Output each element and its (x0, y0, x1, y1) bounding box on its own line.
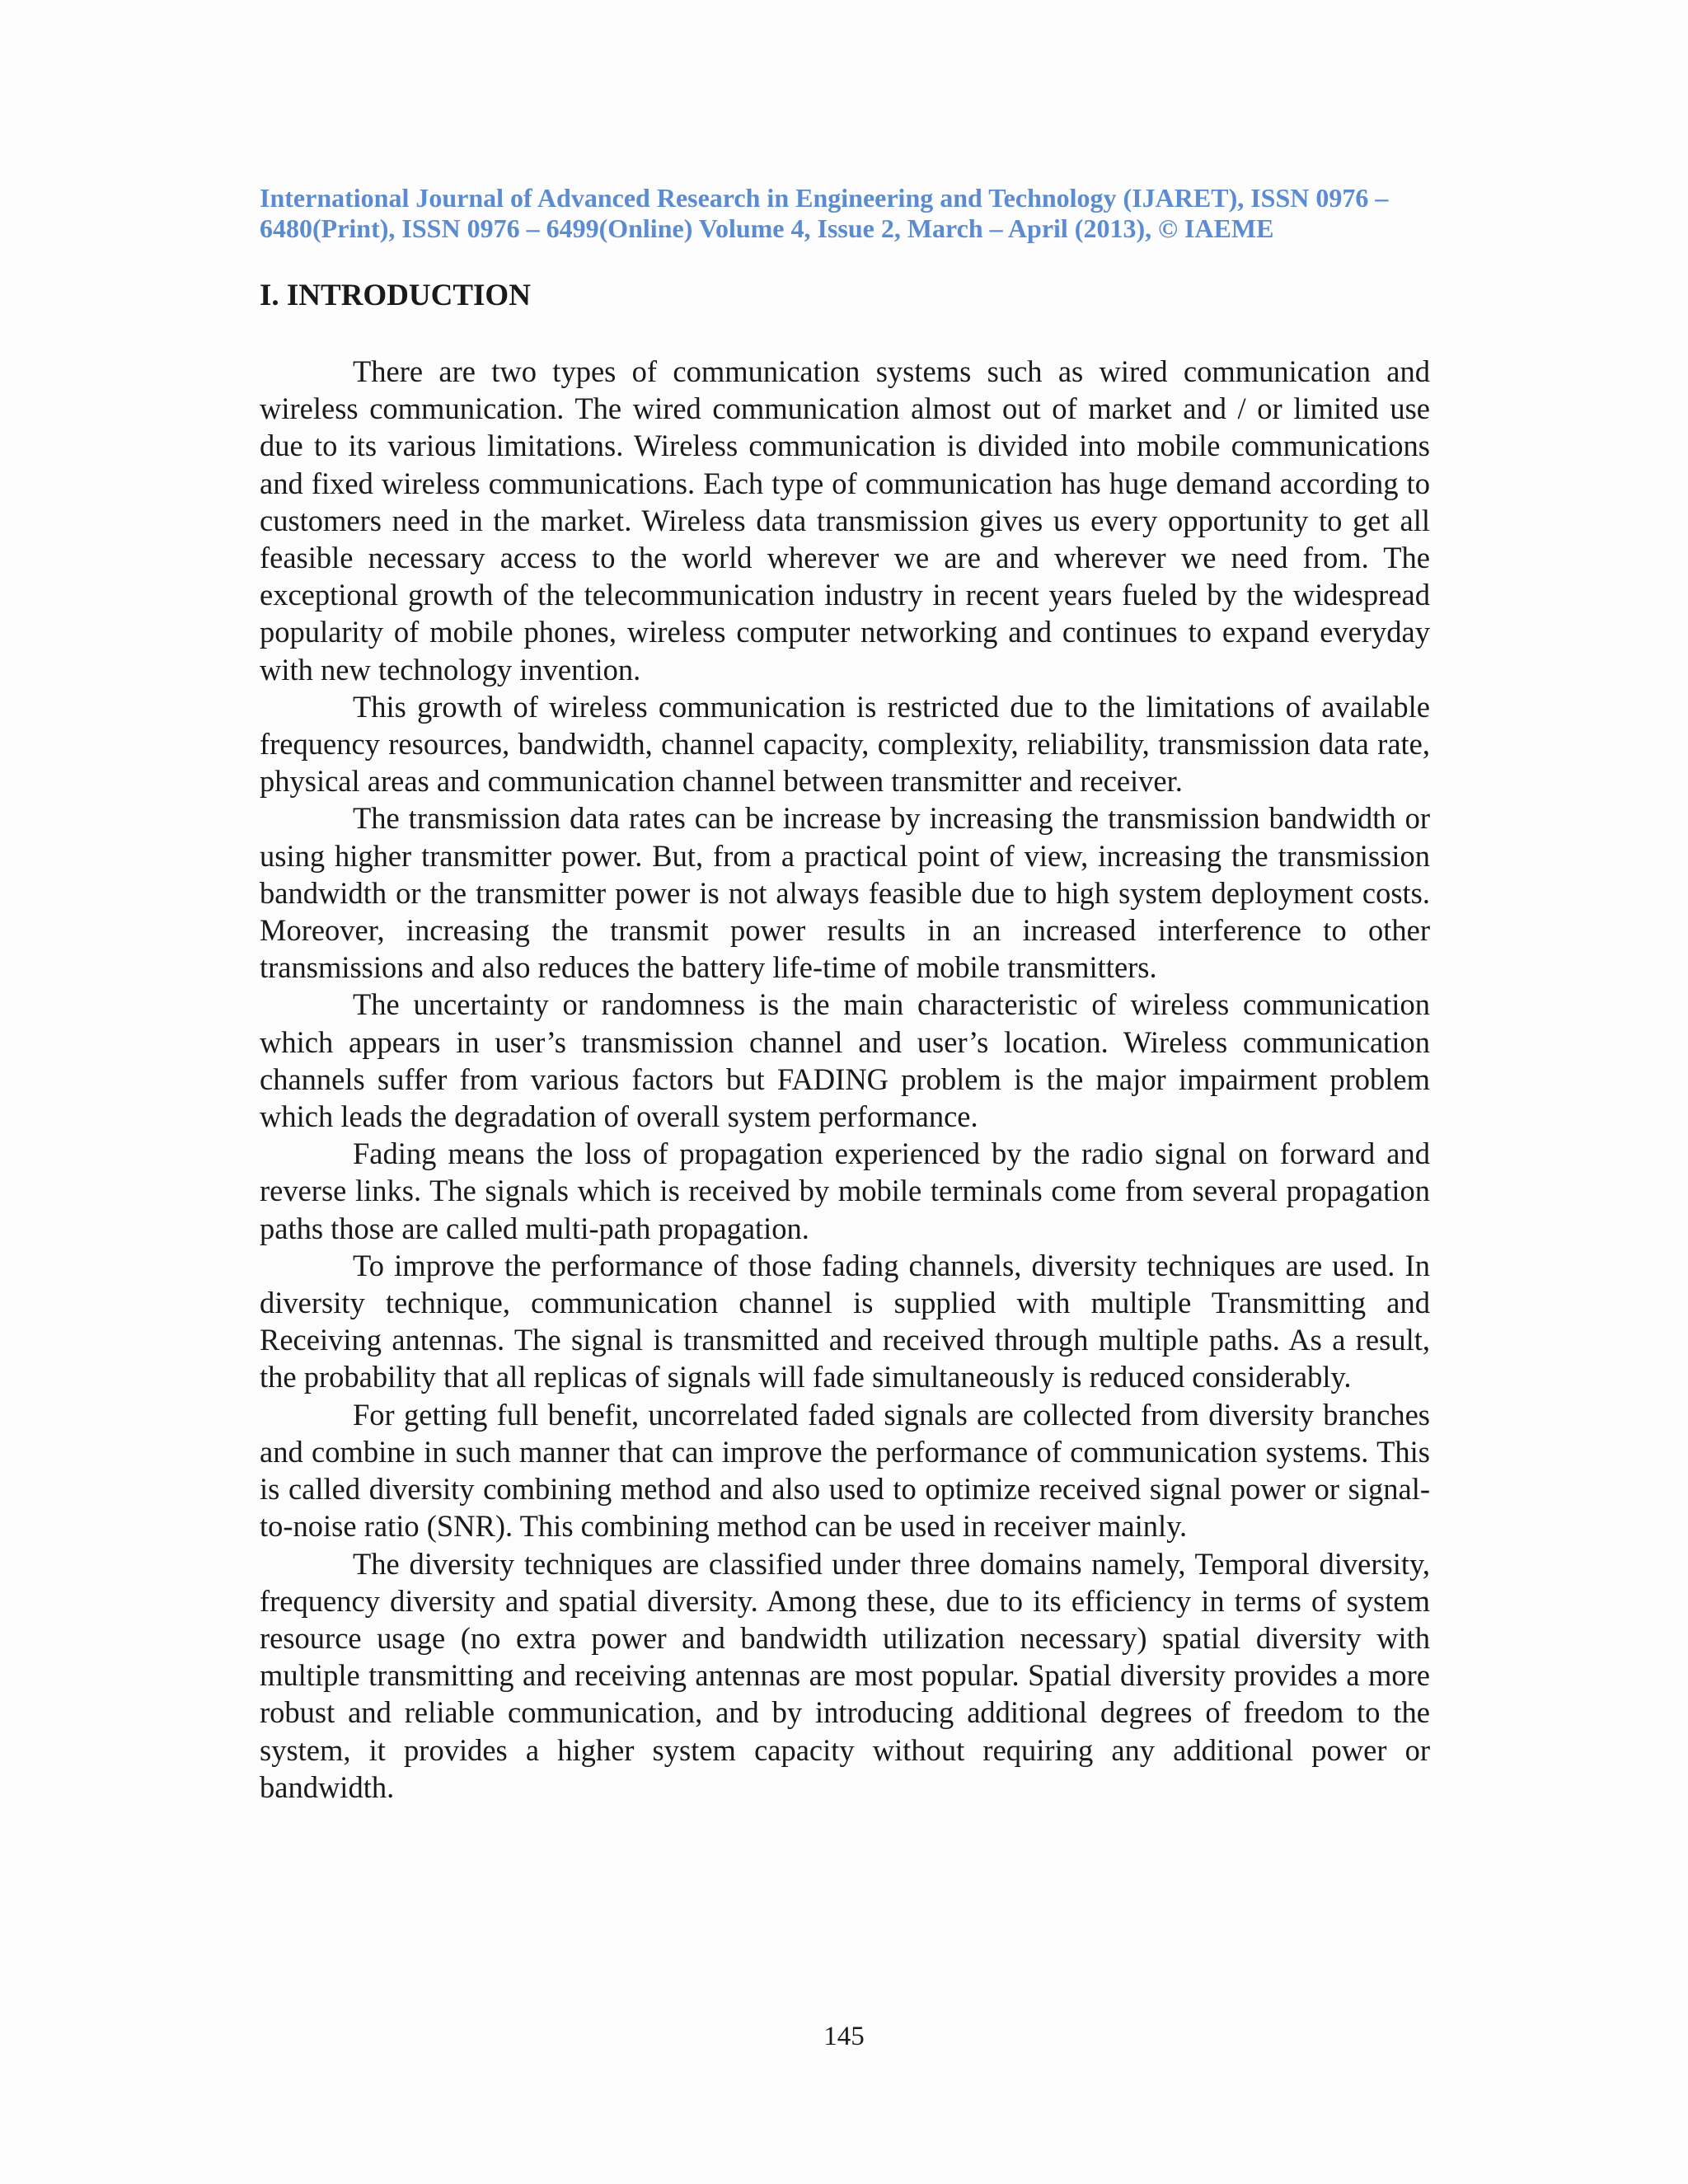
paragraph-2: This growth of wireless communication is restricted due to the limitations of available frequency resources, bandwidth, channel capacity, complexity, reliability, transmission data rate, physical areas and communication channel between transmitter and receiver. (260, 689, 1430, 799)
journal-header-line-1: International Journal of Advanced Research in Engineering and Technology (IJARET), ISSN 0976 – (260, 183, 1389, 213)
paragraph-1: There are two types of communication systems such as wired communication and wireless communication. The wired communication almost out of market and / or limited use due to its various limitations. Wireless communication is divided into mobile communications and fixed wireless communications. Each type of communication has huge demand according to customers need in the market. Wireless data transmission gives us every opportunity to get all feasible necessary access to the world wherever we are and wherever we need from. The exceptional growth of the telecommunication industry in recent years fueled by the widespread popularity of mobile phones, wireless computer networking and continues to expand everyday with new technology invention. (260, 354, 1430, 687)
page-number: 145 (823, 2022, 865, 2051)
paragraph-6: To improve the performance of those fading channels, diversity techniques are used. In diversity technique, communication channel is supplied with multiple Transmitting and Receiving antennas. The signal is transmitted and received through multiple paths. As a result, the probability that all replicas of signals will fade simultaneously is reduced considerably. (260, 1248, 1430, 1394)
journal-header-line-2: 6480(Print), ISSN 0976 – 6499(Online) Volume 4, Issue 2, March – April (2013), © IAEME (260, 213, 1274, 243)
paragraph-7: For getting full benefit, uncorrelated faded signals are collected from diversity branches and combine in such manner that can improve the performance of communication systems. This is called diversity combining method and also used to optimize received signal power or signal-to-noise ratio (SNR). This combining method can be used in receiver mainly. (260, 1397, 1430, 1544)
section-heading: I. INTRODUCTION (260, 279, 531, 312)
body-text (260, 353, 1430, 1806)
paragraph-3: The transmission data rates can be increase by increasing the transmission bandwidth or using higher transmitter power. But, from a practical point of view, increasing the transmission bandwidth or the transmitter power is not always feasible due to high system deployment costs. Moreover, increasing the transmit power results in an increased interference to other transmissions and also reduces the battery life-time of mobile transmitters. (260, 801, 1430, 985)
journal-header (260, 183, 1430, 244)
paragraph-8: The diversity techniques are classified under three domains namely, Temporal diversity, frequency diversity and spatial diversity. Among these, due to its efficiency in terms of system resource usage (no extra power and bandwidth utilization necessary) spatial diversity with multiple transmitting and receiving antennas are most popular. Spatial diversity provides a more robust and reliable communication, and by introducing additional degrees of freedom to the system, it provides a higher system capacity without requiring any additional power or bandwidth. (260, 1546, 1430, 1804)
paragraph-5: Fading means the loss of propagation experienced by the radio signal on forward and reverse links. The signals which is received by mobile terminals come from several propagation paths those are called multi-path propagation. (260, 1137, 1430, 1245)
paragraph-4: The uncertainty or randomness is the main characteristic of wireless communication which appears in user’s transmission channel and user’s location. Wireless communication channels suffer from various factors but FADING problem is the major impairment problem which leads the degradation of overall system performance. (260, 987, 1430, 1134)
